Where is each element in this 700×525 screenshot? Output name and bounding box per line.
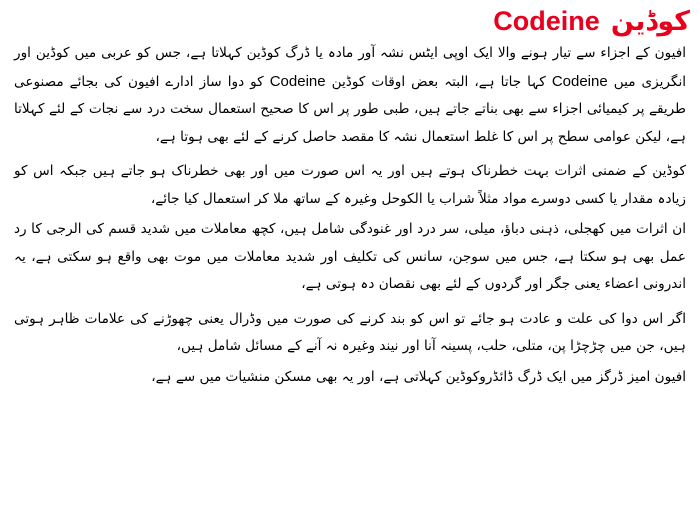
title-latin: Codeine [493, 6, 600, 36]
paragraph-symptoms: ان اثرات میں کھجلی، ذہنی دباؤ، میلی، سر درد اور غنودگی شامل ہیں، کچھ معاملات میں شدید قسم کی الرجی کا رد عمل بھی ہو سکتا ہے، جس میں سوجن، سانس کی تکلیف اور شدید معاملات میں موت بھی واقع ہو سکتی ہے، یہ اندرونی اعضاء یعنی جگر اور گردوں کے لئے بھی نقصان دہ ہوتی ہے، [14, 221, 686, 292]
paragraph-withdrawal: اگر اس دوا کی علت و عادت ہو جائے تو اس کو بند کرنے کی صورت میں وڈرال یعنی چھوڑنے کی علامات ظاہر ہوتی ہیں، جن میں چڑچڑا پن، متلی، حلب، پسینہ آنا اور نیند وغیرہ نہ آنے کے مسائل شامل ہیں، [14, 310, 686, 354]
paragraph-side-effects: کوڈین کے ضمنی اثرات بہت خطرناک ہوتے ہیں اور یہ اس صورت میں اور بھی خطرناک ہو جاتے ہیں جبکہ اس کو زیادہ مقدار یا کسی دوسرے مواد مثلاً شراب یا الکوحل وغیرہ کے ساتھ ملا کر استعمال کیا جائے، [14, 163, 686, 207]
english-term: Codeine [269, 72, 326, 90]
paragraph-related-drug: افیون امیز ڈرگز میں ایک ڈرگ ڈائڈروکوڈین کہلاتی ہے، اور یہ بھی مسکن منشیات میں سے ہے، [151, 368, 686, 385]
english-term: Codeine [551, 72, 608, 90]
paragraph-definition: افیون کے اجزاء سے تیار ہونے والا ایک اوپی ایٹس نشہ آور مادہ یا ڈرگ کوڈین کہلاتا ہے، جس کو عربی میں کوڈین اور انگریزی میں Codeine کہا جاتا ہے، البتہ بعض اوقات کوڈین Codeine کو دوا ساز ادارے افیون کی بجائے مصنوعی طریقے پر کیمیائی اجزاء سے بھی بناتے جاتے ہیں، طبی طور پر اس کا صحیح استعمال سخت درد سے نجات کے لئے کہلاتا ہے، لیکن عوامی سطح پر اس کا غلط استعمال نشہ کا مقصد حاصل کرنے کے لئے بھی ہوتا ہے، [14, 45, 687, 145]
article-body [14, 40, 686, 394]
page-title [493, 6, 690, 37]
title-urdu: کوڈین [610, 6, 690, 37]
